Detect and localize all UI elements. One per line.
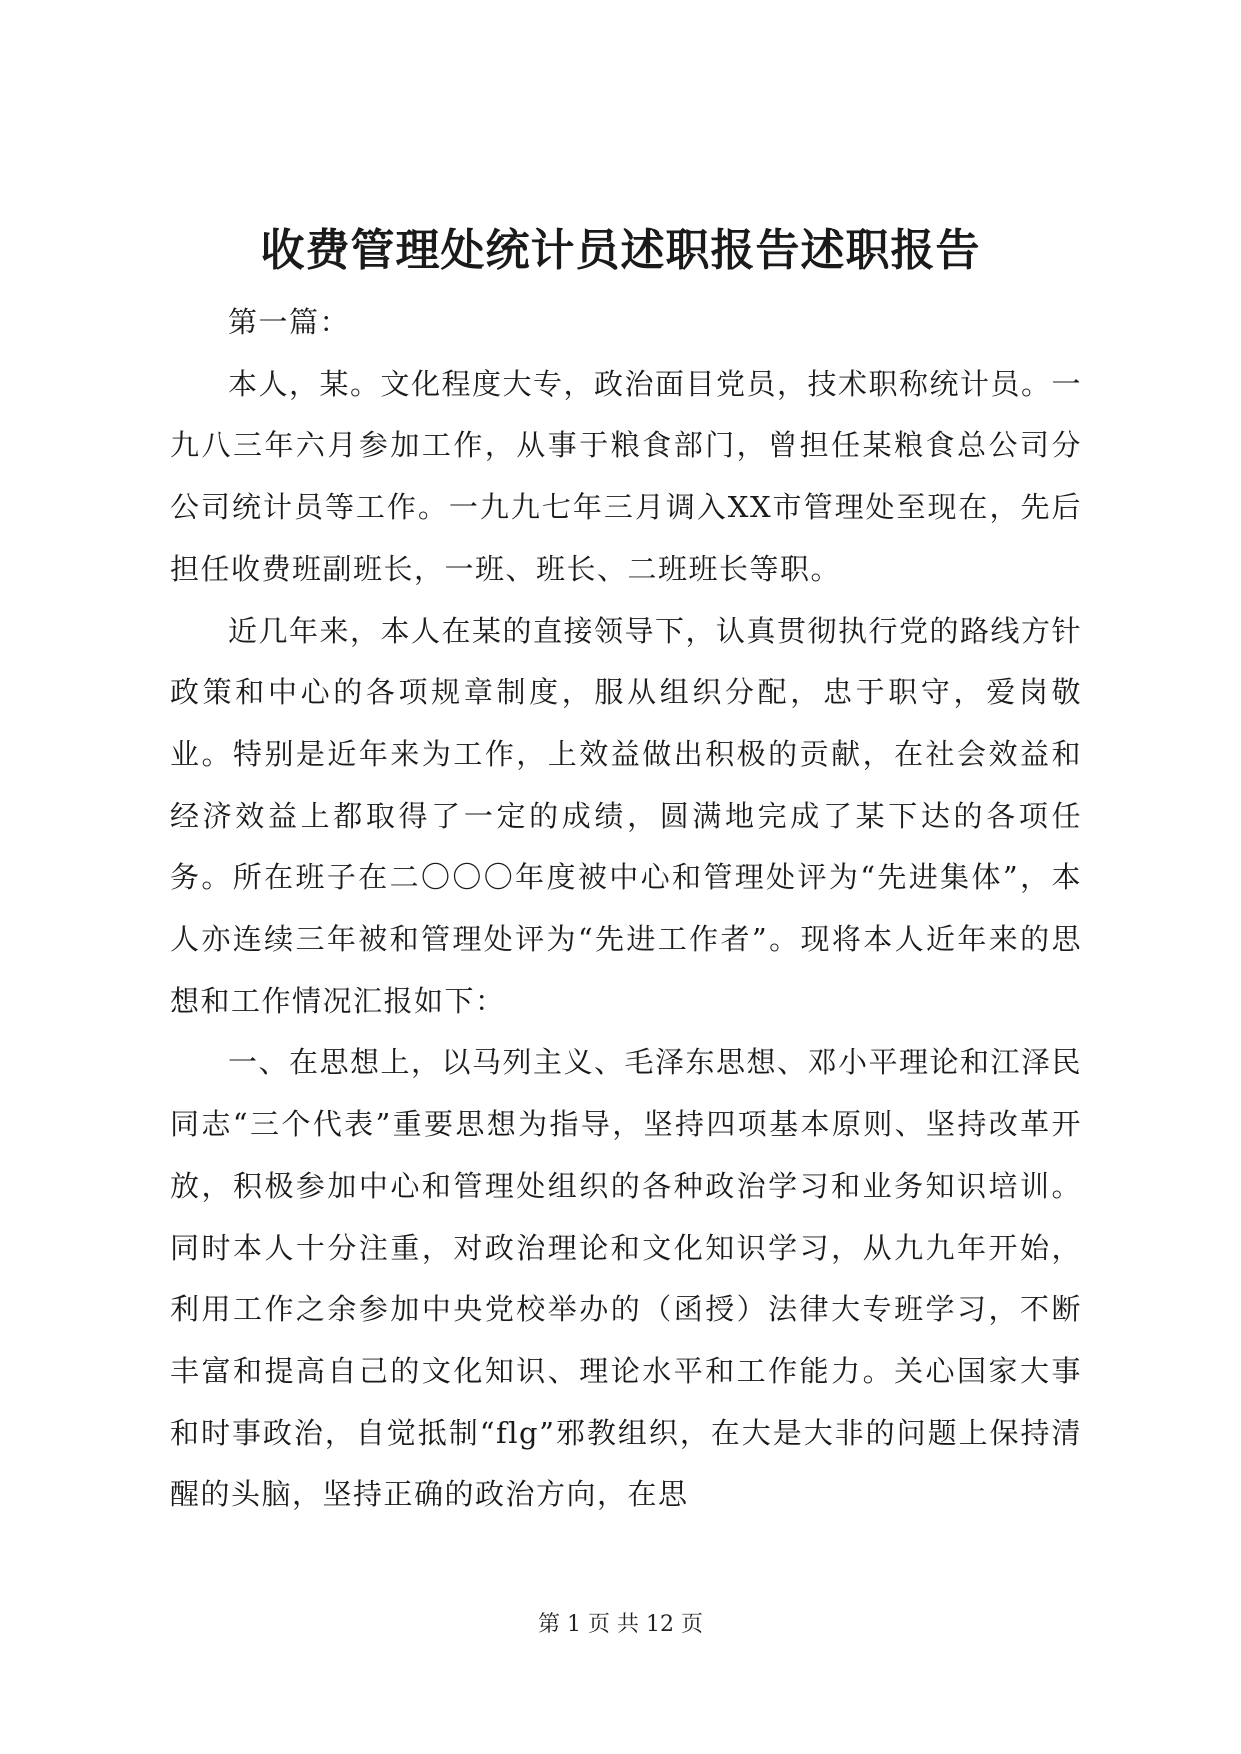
paragraph-heading: 第一篇： bbox=[228, 305, 351, 339]
paragraph: 本人，某。文化程度大专，政治面目党员，技术职称统计员。一九八三年六月参加工作，从事于粮食部门，曾担任某粮食总公司分公司统计员等工作。一九九七年三月调入XX市管理处至现在，先后担任收费班副班长，一班、班长、二班班长等职。 bbox=[170, 366, 1083, 586]
paragraph: 一、在思想上，以马列主义、毛泽东思想、邓小平理论和江泽民同志“三个代表”重要思想为指导，坚持四项基本原则、坚持改革开放，积极参加中心和管理处组织的各种政治学习和业务知识培训。同时本人十分注重，对政治理论和文化知识学习，从九九年开始，利用工作之余参加中央党校举办的（函授）法律大专班学习，不断丰富和提高自己的文化知识、理论水平和工作能力。关心国家大事和时事政治，自觉抵制“flg”邪教组织，在大是大非的问题上保持清醒的头脑，坚持正确的政治方向，在思 bbox=[170, 1045, 1083, 1512]
paragraph: 近几年来，本人在某的直接领导下，认真贯彻执行党的路线方针政策和中心的各项规章制度，服从组织分配，忠于职守，爱岗敬业。特别是近年来为工作，上效益做出积极的贡献，在社会效益和经济效益上都取得了一定的成绩，圆满地完成了某下达的各项任务。所在班子在二〇〇〇年度被中心和管理处评为“先进集体”，本人亦连续三年被和管理处评为“先进工作者”。现将本人近年来的思想和工作情况汇报如下： bbox=[170, 613, 1083, 1018]
document-body bbox=[170, 292, 1082, 1526]
document-title: 收费管理处统计员述职报告述职报告 bbox=[260, 225, 981, 276]
page-footer: 第 1 页 共 12 页 bbox=[538, 1612, 703, 1637]
